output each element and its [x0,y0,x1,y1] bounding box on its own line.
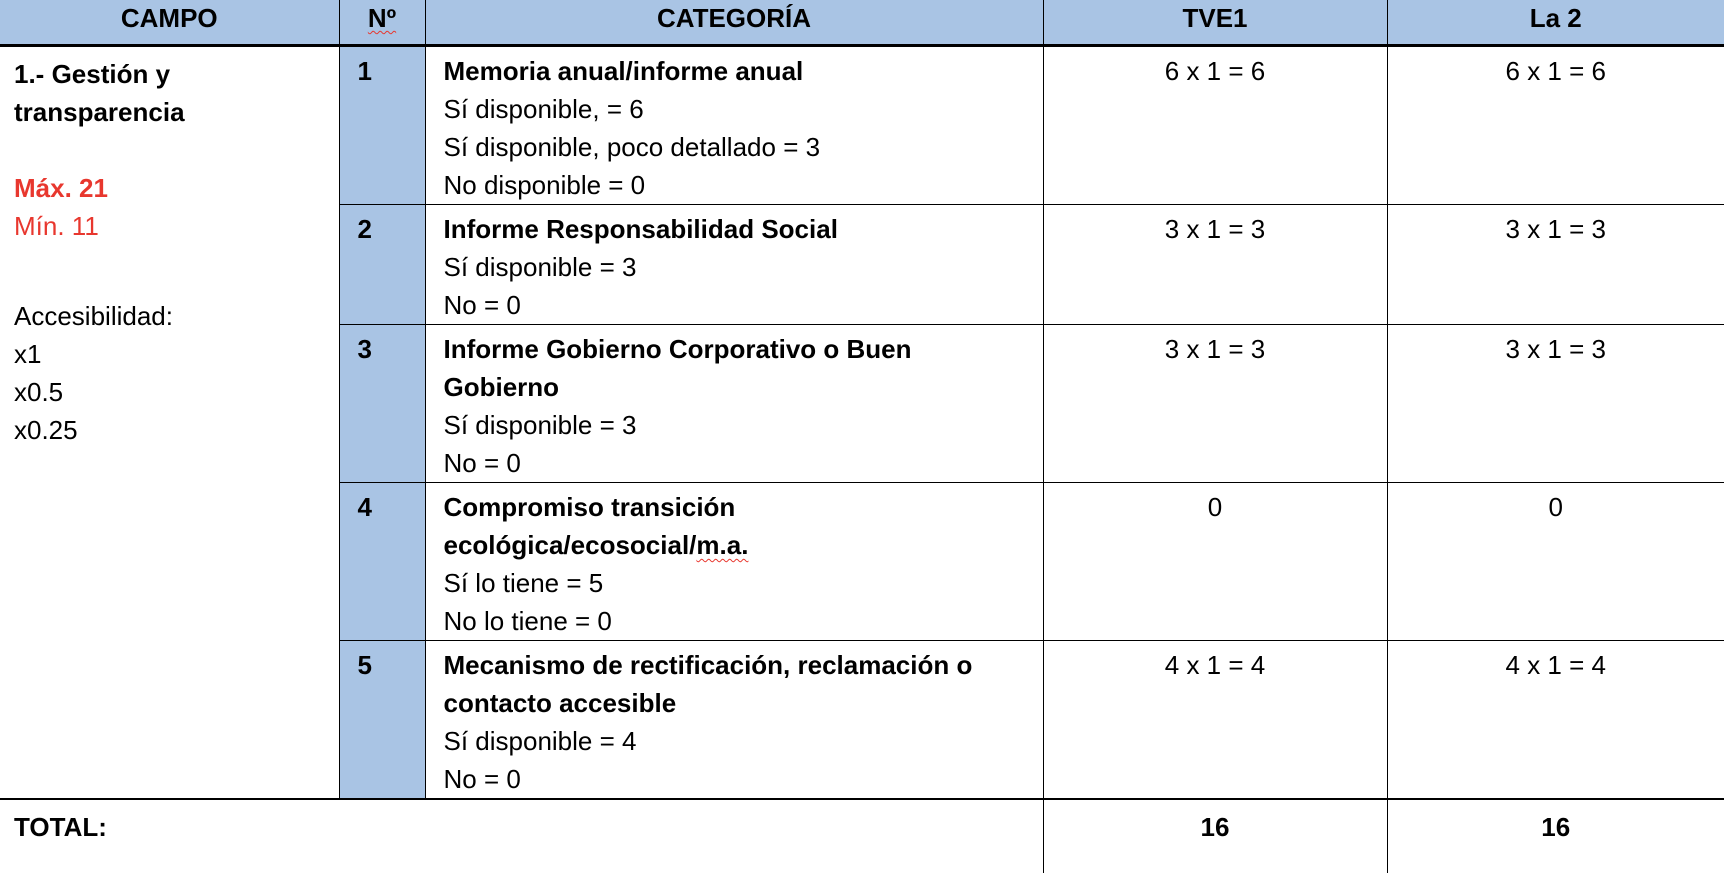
category-title-line2: Gobierno [443,372,560,402]
header-campo: CAMPO [0,0,339,46]
category-cell [425,205,1043,325]
tve1-value: 3 x 1 = 3 [1043,205,1387,325]
accesibilidad-factor: x1 [14,339,42,369]
category-line: Sí disponible, = 6 [443,94,644,124]
category-line: No = 0 [443,764,521,794]
category-title-abbrev: m.a. [696,530,749,560]
header-num-text: Nº [367,3,397,33]
row-number: 1 [339,46,425,205]
la2-value: 3 x 1 = 3 [1387,325,1724,483]
header-la2: La 2 [1387,0,1724,46]
category-cell [425,46,1043,205]
category-title-part: ecológica/ecosocial/ [443,530,697,560]
la2-value: 3 x 1 = 3 [1387,205,1724,325]
campo-max: Máx. 21 [14,173,108,203]
header-categoria: CATEGORÍA [425,0,1043,46]
category-line: Sí disponible = 3 [443,252,637,282]
header-num [339,0,425,46]
category-line: No = 0 [443,448,521,478]
category-title-line1: Mecanismo de rectificación, reclamación o [443,650,973,680]
row-number: 2 [339,205,425,325]
category-cell [425,325,1043,483]
tve1-value: 6 x 1 = 6 [1043,46,1387,205]
total-la2: 16 [1387,799,1724,873]
tve1-value: 3 x 1 = 3 [1043,325,1387,483]
total-row [0,799,1724,873]
category-line: No lo tiene = 0 [443,606,612,636]
campo-min: Mín. 11 [14,211,99,241]
category-cell [425,483,1043,641]
category-title-line2: contacto accesible [443,688,677,718]
category-title-line2 [444,526,1043,564]
category-title-line1: Compromiso transición [443,492,736,522]
category-line: Sí disponible = 3 [443,410,637,440]
la2-value: 0 [1387,483,1724,641]
category-cell [425,641,1043,800]
total-label: TOTAL: [0,799,1043,873]
tve1-value: 0 [1043,483,1387,641]
row-number: 5 [339,641,425,800]
header-row [0,0,1724,46]
category-line: No = 0 [443,290,521,320]
accesibilidad-label: Accesibilidad: [14,301,173,331]
total-tve1: 16 [1043,799,1387,873]
category-line: Sí lo tiene = 5 [443,568,604,598]
accesibilidad-factor: x0.25 [14,415,78,445]
category-line: No disponible = 0 [443,170,646,200]
header-tve1: TVE1 [1043,0,1387,46]
campo-title-line2: transparencia [14,97,185,127]
category-title-line1: Informe Gobierno Corporativo o Buen [443,334,912,364]
accesibilidad-factor: x0.5 [14,377,64,407]
category-title: Memoria anual/informe anual [443,56,804,86]
la2-value: 6 x 1 = 6 [1387,46,1724,205]
category-line: Sí disponible, poco detallado = 3 [443,132,821,162]
la2-value: 4 x 1 = 4 [1387,641,1724,800]
category-title: Informe Responsabilidad Social [443,214,838,244]
row-number: 4 [339,483,425,641]
tve1-value: 4 x 1 = 4 [1043,641,1387,800]
table-row [0,46,1724,205]
campo-cell [0,46,339,800]
category-line: Sí disponible = 4 [443,726,637,756]
campo-title-line1: 1.- Gestión y [14,59,171,89]
row-number: 3 [339,325,425,483]
